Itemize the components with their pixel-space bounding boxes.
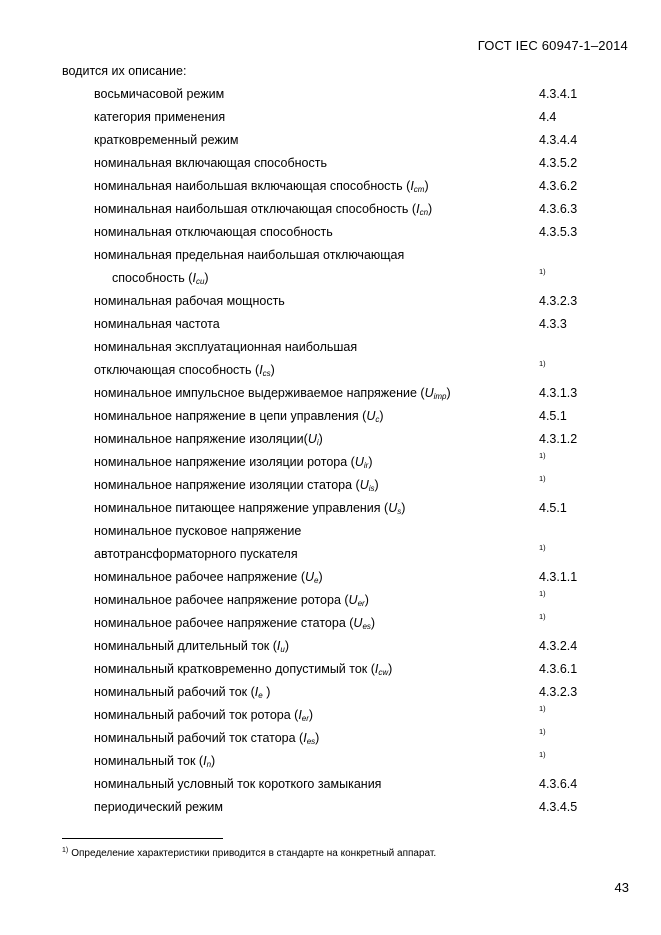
term-row — [0, 634, 661, 657]
term-symbol: I — [259, 363, 263, 377]
term-symbol-subscript: ir — [363, 461, 369, 470]
footnote-reference: 1) — [539, 543, 546, 552]
term-label: номинальное напряжение изоляции( — [94, 432, 308, 446]
term-label: номинальная эксплуатационная наибольшая — [94, 340, 358, 354]
term-label-end: ) — [424, 179, 429, 193]
term-label-end: ) — [388, 662, 393, 676]
footnote-reference: 1) — [539, 589, 546, 598]
section-reference: 4.3.6.2 — [539, 179, 578, 193]
term-label: номинальное пусковое напряжение — [94, 524, 302, 538]
term-symbol-subscript: n — [206, 760, 212, 769]
term-label: номинальный ток ( — [94, 754, 204, 768]
term-symbol-subscript: cm — [413, 185, 425, 194]
term-label: способность ( — [112, 271, 193, 285]
section-reference: 4.3.4.5 — [539, 800, 578, 814]
term-label: номинальное рабочее напряжение ротора ( — [94, 593, 349, 607]
term-row — [0, 565, 661, 588]
term-label: номинальная предельная наибольшая отключающая — [94, 248, 405, 262]
term-text — [94, 409, 384, 424]
term-label: номинальная рабочая мощность — [94, 294, 285, 308]
term-label: номинальный рабочий ток ротора ( — [94, 708, 299, 722]
section-reference: 4.4 — [539, 110, 557, 124]
term-label: восьмичасовой режим — [94, 87, 225, 101]
term-symbol: I — [303, 731, 307, 745]
term-label-end: ) — [318, 432, 323, 446]
term-label: номинальное импульсное выдерживаемое напряжение ( — [94, 386, 425, 400]
term-symbol: U — [307, 432, 317, 446]
term-text — [94, 524, 301, 538]
term-text — [94, 501, 405, 516]
term-row — [0, 427, 661, 450]
term-text — [94, 225, 333, 239]
term-text — [94, 133, 238, 147]
term-label: номинальная включающая способность — [94, 156, 327, 170]
section-reference: 4.3.2.4 — [539, 639, 578, 653]
term-symbol: I — [410, 179, 414, 193]
section-reference: 4.3.2.3 — [539, 685, 578, 699]
term-text — [94, 616, 375, 631]
term-symbol-subscript: u — [280, 645, 285, 654]
footnote-reference: 1) — [539, 451, 546, 460]
footnote-rule — [62, 838, 223, 839]
term-symbol-subscript: imp — [433, 392, 447, 401]
term-text — [94, 340, 357, 354]
term-label-end: ) — [211, 754, 216, 768]
section-reference: 4.3.2.3 — [539, 294, 578, 308]
term-text — [94, 363, 275, 378]
term-label: номинальное напряжение изоляции статора ( — [94, 478, 360, 492]
term-label: кратковременный режим — [94, 133, 239, 147]
term-row — [0, 542, 661, 565]
section-reference: 4.3.3 — [539, 317, 567, 331]
term-symbol: U — [388, 501, 398, 515]
term-row — [0, 749, 661, 772]
term-symbol-subscript: es — [306, 737, 316, 746]
term-row — [0, 381, 661, 404]
term-row — [0, 404, 661, 427]
term-row — [0, 243, 661, 266]
footnote-reference: 1) — [539, 727, 546, 736]
term-symbol-subscript: c — [375, 415, 380, 424]
term-text — [94, 110, 225, 124]
term-row — [0, 358, 661, 381]
term-text — [94, 294, 285, 308]
term-text — [94, 202, 432, 217]
term-text — [94, 754, 215, 769]
term-text — [94, 432, 323, 447]
footnote-reference: 1) — [539, 704, 546, 713]
term-label: номинальное питающее напряжение управления ( — [94, 501, 389, 515]
term-label-end: ) — [315, 731, 320, 745]
term-label-end: ) — [401, 501, 406, 515]
term-label: номинальная наибольшая отключающая способность ( — [94, 202, 417, 216]
term-symbol-subscript: cs — [262, 369, 271, 378]
term-label: номинальный рабочий ток ( — [94, 685, 255, 699]
term-text — [94, 386, 451, 401]
term-label: номинальное рабочее напряжение ( — [94, 570, 305, 584]
section-reference: 4.3.6.4 — [539, 777, 578, 791]
term-symbol-subscript: i — [316, 438, 319, 447]
term-text — [94, 87, 224, 101]
term-symbol: U — [354, 455, 364, 469]
term-symbol-subscript: e — [258, 691, 263, 700]
term-symbol-subscript: er — [357, 599, 365, 608]
term-symbol-subscript: is — [368, 484, 375, 493]
term-label: номинальное рабочее напряжение статора ( — [94, 616, 354, 630]
section-reference: 4.3.1.1 — [539, 570, 578, 584]
term-label: номинальное напряжение изоляции ротора ( — [94, 455, 355, 469]
term-row — [0, 335, 661, 358]
term-label: номинальный кратковременно допустимый ток ( — [94, 662, 375, 676]
term-row — [0, 151, 661, 174]
page-number: 43 — [614, 880, 629, 895]
term-symbol-subscript: cu — [195, 277, 205, 286]
term-label: номинальный условный ток короткого замыкания — [94, 777, 382, 791]
term-symbol: I — [416, 202, 420, 216]
term-row — [0, 450, 661, 473]
term-text — [94, 777, 381, 791]
section-reference: 4.3.6.3 — [539, 202, 578, 216]
term-row — [0, 611, 661, 634]
term-label-end: ) — [318, 570, 323, 584]
term-row — [0, 289, 661, 312]
footnote — [62, 847, 436, 859]
footnote-reference: 1) — [539, 612, 546, 621]
term-text — [94, 639, 289, 654]
term-text — [94, 800, 223, 814]
term-symbol-subscript: er — [301, 714, 309, 723]
term-row — [0, 220, 661, 243]
term-row — [0, 496, 661, 519]
term-row — [0, 795, 661, 818]
term-label: номинальное напряжение в цепи управления ( — [94, 409, 367, 423]
term-symbol: U — [348, 593, 358, 607]
term-text — [94, 570, 323, 585]
term-row — [0, 703, 661, 726]
term-row — [0, 266, 661, 289]
term-label-end: ) — [284, 639, 290, 653]
section-reference: 4.3.4.1 — [539, 87, 578, 101]
term-text — [94, 731, 319, 746]
term-row — [0, 680, 661, 703]
section-reference: 4.3.5.2 — [539, 156, 578, 170]
section-reference: 4.5.1 — [539, 409, 567, 423]
section-reference: 4.3.4.4 — [539, 133, 578, 147]
term-row — [0, 105, 661, 128]
term-label-end: ) — [428, 202, 433, 216]
term-text — [94, 662, 392, 677]
term-text — [94, 685, 270, 700]
term-symbol: I — [192, 271, 196, 285]
term-label-end: ) — [308, 708, 314, 722]
term-text — [94, 708, 313, 723]
term-label: номинальная отключающая способность — [94, 225, 333, 239]
term-label: автотрансформаторного пускателя — [94, 547, 298, 561]
term-text — [94, 248, 404, 262]
term-label-end: ) — [370, 616, 376, 630]
terms-list — [0, 82, 661, 818]
term-label-end: ) — [270, 363, 275, 377]
term-symbol: I — [203, 754, 207, 768]
term-label-end: ) — [204, 271, 209, 285]
page-header: ГОСТ IEC 60947-1–2014 — [477, 38, 628, 53]
footnote-mark: 1) — [62, 847, 69, 854]
term-row — [0, 772, 661, 795]
term-symbol-subscript: cw — [378, 668, 389, 677]
footnote-text: Определение характеристики приводится в стандарте на конкретный аппарат. — [71, 848, 437, 859]
term-symbol-subscript: cn — [419, 208, 429, 217]
term-text — [94, 156, 327, 170]
footnote-reference: 1) — [539, 359, 546, 368]
term-row — [0, 657, 661, 680]
term-text — [94, 478, 379, 493]
term-row — [0, 473, 661, 496]
term-text — [94, 593, 369, 608]
section-reference: 4.5.1 — [539, 501, 567, 515]
term-row — [0, 312, 661, 335]
term-symbol-subscript: s — [397, 507, 402, 516]
section-reference: 4.3.5.3 — [539, 225, 578, 239]
term-label-end: ) — [364, 593, 369, 607]
section-reference: 4.3.1.3 — [539, 386, 578, 400]
term-text — [94, 179, 429, 194]
term-text — [94, 317, 220, 331]
term-text — [94, 547, 298, 561]
term-symbol: U — [305, 570, 315, 584]
footnote-reference: 1) — [539, 750, 546, 759]
term-label-end: ) — [262, 685, 271, 699]
term-label: периодический режим — [94, 800, 223, 814]
term-row — [0, 82, 661, 105]
term-row — [0, 197, 661, 220]
term-row — [0, 519, 661, 542]
term-label: отключающая способность ( — [94, 363, 260, 377]
term-text — [112, 271, 209, 286]
term-label: номинальный рабочий ток статора ( — [94, 731, 304, 745]
section-reference: 4.3.1.2 — [539, 432, 578, 446]
footnote-reference: 1) — [539, 474, 546, 483]
term-symbol-subscript: e — [314, 576, 319, 585]
term-symbol: U — [424, 386, 434, 400]
term-symbol: I — [374, 662, 379, 676]
term-symbol-subscript: es — [362, 622, 371, 631]
section-reference: 4.3.6.1 — [539, 662, 578, 676]
term-symbol: U — [353, 616, 363, 630]
term-symbol: U — [359, 478, 369, 492]
term-label: номинальный длительный ток ( — [94, 639, 277, 653]
footnote-reference: 1) — [539, 267, 546, 276]
term-row — [0, 174, 661, 197]
term-row — [0, 588, 661, 611]
term-text — [94, 455, 372, 470]
term-label: категория применения — [94, 110, 226, 124]
intro-text: водится их описание: — [62, 64, 187, 78]
term-label-end: ) — [368, 455, 373, 469]
term-symbol: I — [276, 639, 281, 653]
term-label-end: ) — [379, 409, 384, 423]
term-row — [0, 128, 661, 151]
term-label: номинальная частота — [94, 317, 220, 331]
term-symbol: I — [254, 685, 259, 699]
term-row — [0, 726, 661, 749]
term-label-end: ) — [446, 386, 451, 400]
term-label-end: ) — [374, 478, 379, 492]
term-label: номинальная наибольшая включающая способность ( — [94, 179, 411, 193]
term-symbol: U — [366, 409, 376, 423]
term-symbol: I — [298, 708, 302, 722]
